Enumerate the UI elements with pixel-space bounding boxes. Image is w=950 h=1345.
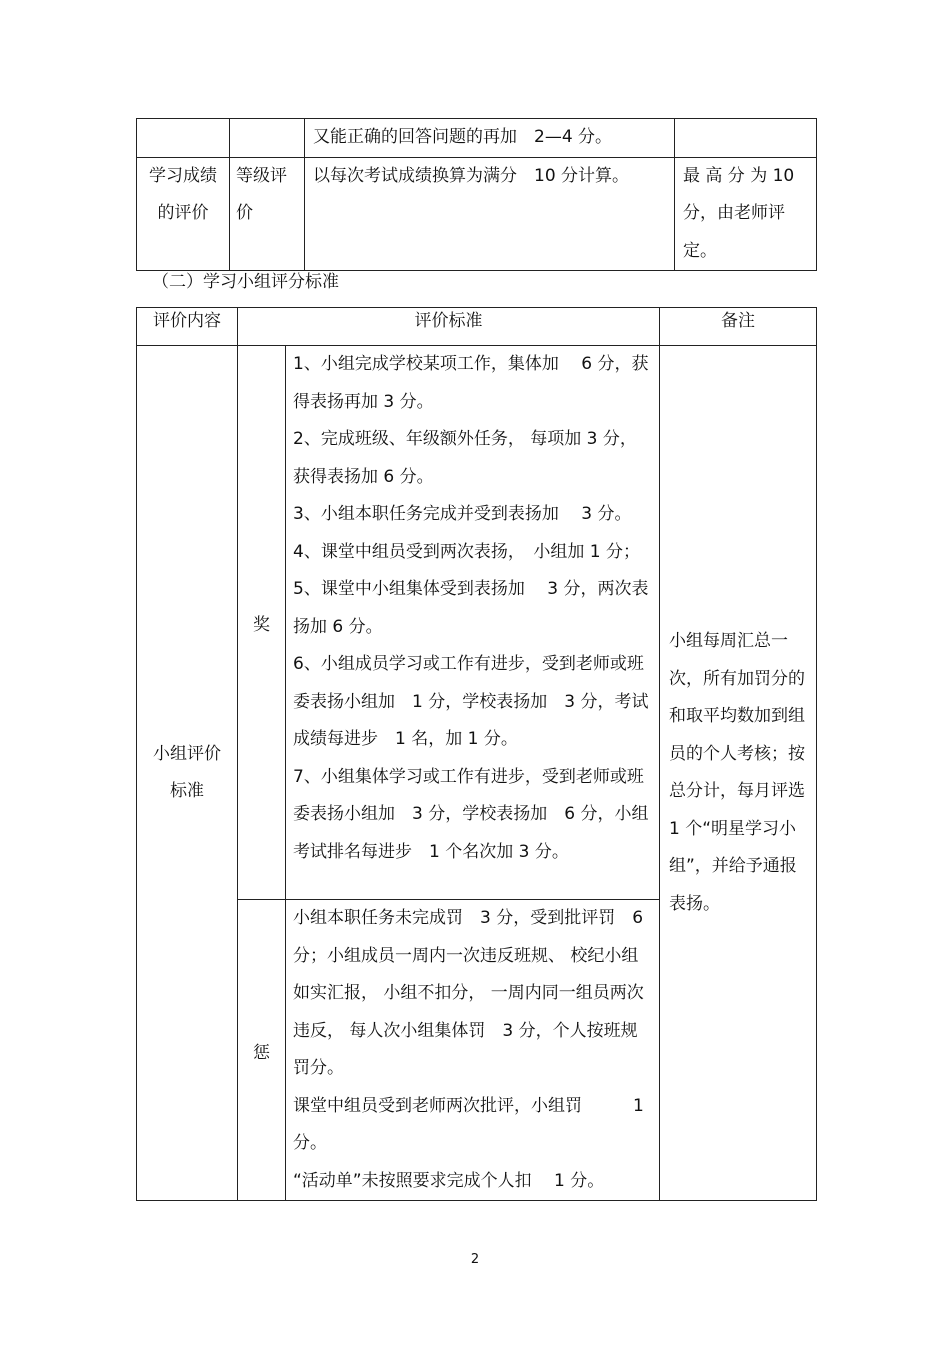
reward-label: 奖: [238, 346, 286, 900]
evaluation-table-continued: [136, 118, 817, 271]
max-score-note: 最 高 分 为 10 分，由老师评定。: [675, 157, 817, 271]
reward-rule-2: 2、完成班级、年级额外任务， 每项加 3 分，获得表扬加 6 分。: [293, 429, 637, 487]
bonus-answer-text: 又能正确的回答问题的再加 2—4 分。: [313, 127, 613, 147]
group-eval-category: 小组评价标准: [137, 346, 238, 1201]
penalty-rule-1: 小组本职任务未完成罚 3 分，受到批评罚 6 分；小组成员一周内一次违反班规、 校纪小组如实汇报， 小组不扣分， 一周内同一组员两次违反， 每人次小组集体罚 3 分，个人按班规罚分。: [293, 908, 644, 1078]
level-eval-label: 等级评价: [230, 157, 305, 271]
penalty-rule-3: “活动单”未按照要求完成个人扣 1 分。: [293, 1170, 605, 1191]
score-conversion-text: 以每次考试成绩换算为满分 10 分计算。: [305, 157, 675, 271]
cell-empty: [137, 119, 230, 158]
page-number: 2: [470, 1252, 480, 1267]
reward-rule-3: 3、小组本职任务完成并受到表扬加 3 分。: [293, 504, 632, 524]
section-caption: （二）学习小组评分标准: [152, 272, 339, 292]
header-note: 备注: [660, 308, 817, 346]
bonus-answer-cell: [305, 119, 675, 158]
group-scoring-table: [136, 307, 817, 1201]
cell-empty: [230, 119, 305, 158]
header-standard: 评价标准: [238, 308, 660, 346]
reward-rule-7: 7、小组集体学习或工作有进步，受到老师或班委表扬小组加 3 分，学校表扬加 6 分，小组考试排名每进步 1 个名次加 3 分。: [293, 766, 649, 862]
cell-empty: [675, 119, 817, 158]
penalty-label: 惩: [238, 900, 286, 1201]
reward-rule-6: 6、小组成员学习或工作有进步，受到老师或班委表扬小组加 1 分，学校表扬加 3 分，考试成绩每进步 1 名，加 1 分。: [293, 654, 649, 749]
reward-rule-1: 1、小组完成学校某项工作，集体加 6 分，获得表扬再加 3 分。: [293, 354, 649, 412]
penalty-rule-2: 课堂中组员受到老师两次批评，小组罚 1 分。: [293, 1095, 644, 1153]
header-content: 评价内容: [137, 308, 238, 346]
summary-note: 小组每周汇总一次，所有加罚分的和取平均数加到组员的个人考核；按总分计，每月评选 1 个“明星学习小组”，并给予通报表扬。: [660, 346, 817, 1201]
reward-rules: [286, 346, 660, 900]
grade-eval-label: 学习成绩的评价: [137, 157, 230, 271]
penalty-rules: [286, 900, 660, 1201]
reward-rule-4: 4、课堂中组员受到两次表扬， 小组加 1 分；: [293, 541, 640, 562]
reward-rule-5: 5、课堂中小组集体受到表扬加 3 分，两次表扬加 6 分。: [293, 579, 649, 637]
